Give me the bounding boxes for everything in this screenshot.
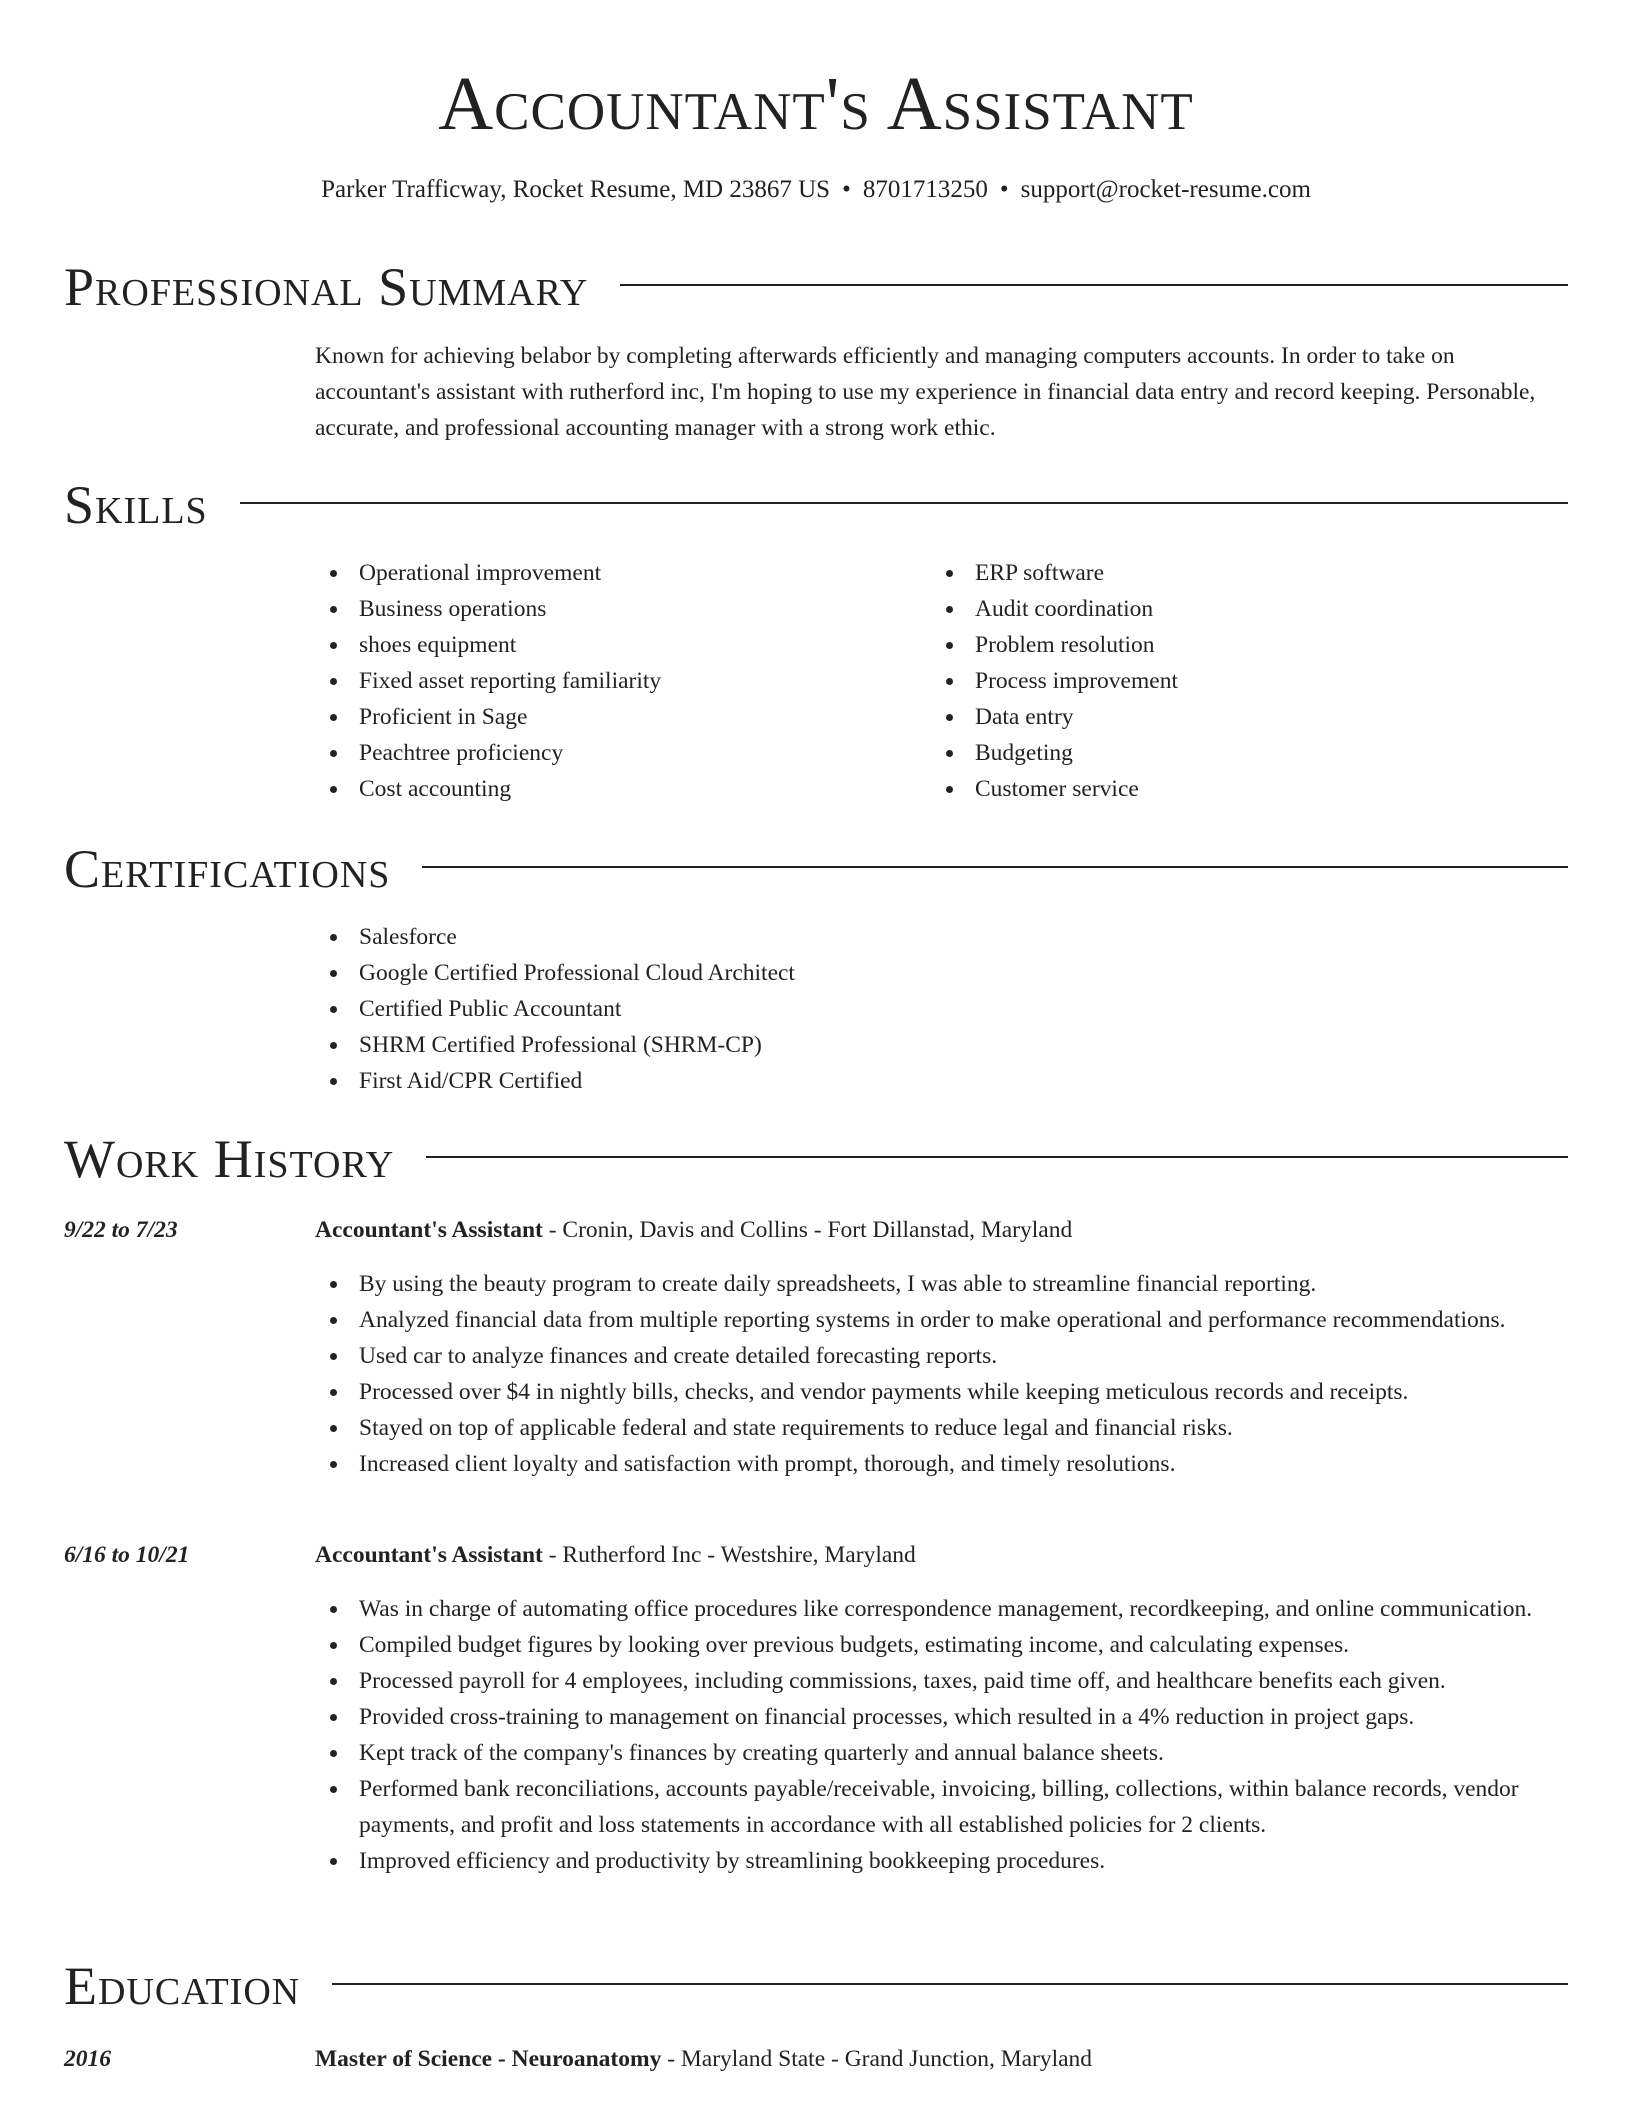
job-duty: Improved efficiency and productivity by streamlining bookkeeping procedures. [315,1843,1568,1879]
skill-item: Customer service [931,771,1531,807]
contact-address: Parker Trafficway, Rocket Resume, MD 23867 US [321,176,831,203]
skill-item: Problem resolution [931,627,1531,663]
work-history-heading [64,1128,1568,1190]
skill-item: Audit coordination [931,591,1531,627]
section-divider [240,502,1568,504]
section-divider [422,866,1568,868]
education-heading-line [315,2041,1568,2077]
section-divider [620,284,1568,286]
job-duties [315,1266,1568,1482]
job-duty: Analyzed financial data from multiple reporting systems in order to make operational and performance recommendations. [315,1302,1568,1338]
contact-separator: • [999,176,1009,203]
job-employer: - Cronin, Davis and Collins - Fort Dillanstad, Maryland [542,1217,1073,1243]
skill-item: Process improvement [931,663,1531,699]
education-school: - Maryland State - Grand Junction, Maryland [661,2046,1093,2072]
job-duty: Performed bank reconciliations, accounts payable/receivable, invoicing, billing, collections, within balance records, vendor payments, and profit and loss statements in accordance with all established policies for 2 clients. [315,1771,1568,1843]
section-title: Skills [64,475,208,535]
section-title: Professional Summary [64,257,589,317]
summary-heading [64,256,1568,318]
contact-email: support@rocket-resume.com [1020,176,1311,203]
certification-item: SHRM Certified Professional (SHRM-CP) [315,1027,1568,1063]
skill-item: Business operations [315,591,915,627]
job-duty: Kept track of the company's finances by creating quarterly and annual balance sheets. [315,1735,1568,1771]
skill-item: Cost accounting [315,771,915,807]
job-employer: - Rutherford Inc - Westshire, Maryland [542,1542,916,1568]
skills-column-left [315,555,915,807]
section-title: Work History [64,1129,395,1189]
education-degree: Master of Science - Neuroanatomy [315,2046,662,2072]
contact-phone: 8701713250 [862,176,988,203]
job-duty: Stayed on top of applicable federal and state requirements to reduce legal and financial risks. [315,1410,1568,1446]
skill-item: Fixed asset reporting familiarity [315,663,915,699]
skill-item: Proficient in Sage [315,699,915,735]
skill-item: Peachtree proficiency [315,735,915,771]
job-duty: Used car to analyze finances and create detailed forecasting reports. [315,1338,1568,1374]
skill-item: ERP software [931,555,1531,591]
job-date: 6/16 to 10/21 [64,1542,190,1568]
job-date: 9/22 to 7/23 [64,1217,178,1243]
skill-item: Data entry [931,699,1531,735]
job-duty: Compiled budget figures by looking over previous budgets, estimating income, and calculating expenses. [315,1627,1568,1663]
job-heading [315,1537,1568,1573]
job-duty: By using the beauty program to create daily spreadsheets, I was able to streamline financial reporting. [315,1266,1568,1302]
section-divider [332,1983,1568,1985]
skill-item: Operational improvement [315,555,915,591]
section-title: Education [64,1956,301,2016]
resume-name: Accountant's Assistant [438,62,1194,146]
certifications-heading [64,838,1568,900]
summary-text: Known for achieving belabor by completing afterwards efficiently and managing computers accounts. In order to take on accountant's assistant with rutherford inc, I'm hoping to use my experience in financial data entry and record keeping. Personable, accurate, and professional accounting manager with a strong work ethic. [315,343,1536,441]
contact-separator: • [842,176,851,203]
skill-item: shoes equipment [315,627,915,663]
education-heading [64,1955,1568,2017]
job-duty: Was in charge of automating office procedures like correspondence management, recordkeeping, and online communication. [315,1591,1568,1627]
contact-line [0,174,1632,206]
certifications-list [315,919,1568,1099]
section-divider [426,1156,1568,1158]
job-heading [315,1212,1568,1248]
job-duty: Increased client loyalty and satisfaction with prompt, thorough, and timely resolutions. [315,1446,1568,1482]
skills-column-right [931,555,1531,807]
certification-item: Certified Public Accountant [315,991,1568,1027]
job-duty: Processed over $4 in nightly bills, checks, and vendor payments while keeping meticulous records and receipts. [315,1374,1568,1410]
certification-item: Google Certified Professional Cloud Architect [315,955,1568,991]
skill-item: Budgeting [931,735,1531,771]
section-title: Certifications [64,839,391,899]
education-date: 2016 [64,2046,111,2072]
job-duty: Provided cross-training to management on financial processes, which resulted in a 4% reduction in project gaps. [315,1699,1568,1735]
job-duty: Processed payroll for 4 employees, including commissions, taxes, paid time off, and healthcare benefits each given. [315,1663,1568,1699]
job-duties [315,1591,1568,1879]
job-title: Accountant's Assistant [315,1217,543,1243]
certification-item: Salesforce [315,919,1568,955]
job-title: Accountant's Assistant [315,1542,543,1568]
certification-item: First Aid/CPR Certified [315,1063,1568,1099]
skills-heading [64,474,1568,536]
